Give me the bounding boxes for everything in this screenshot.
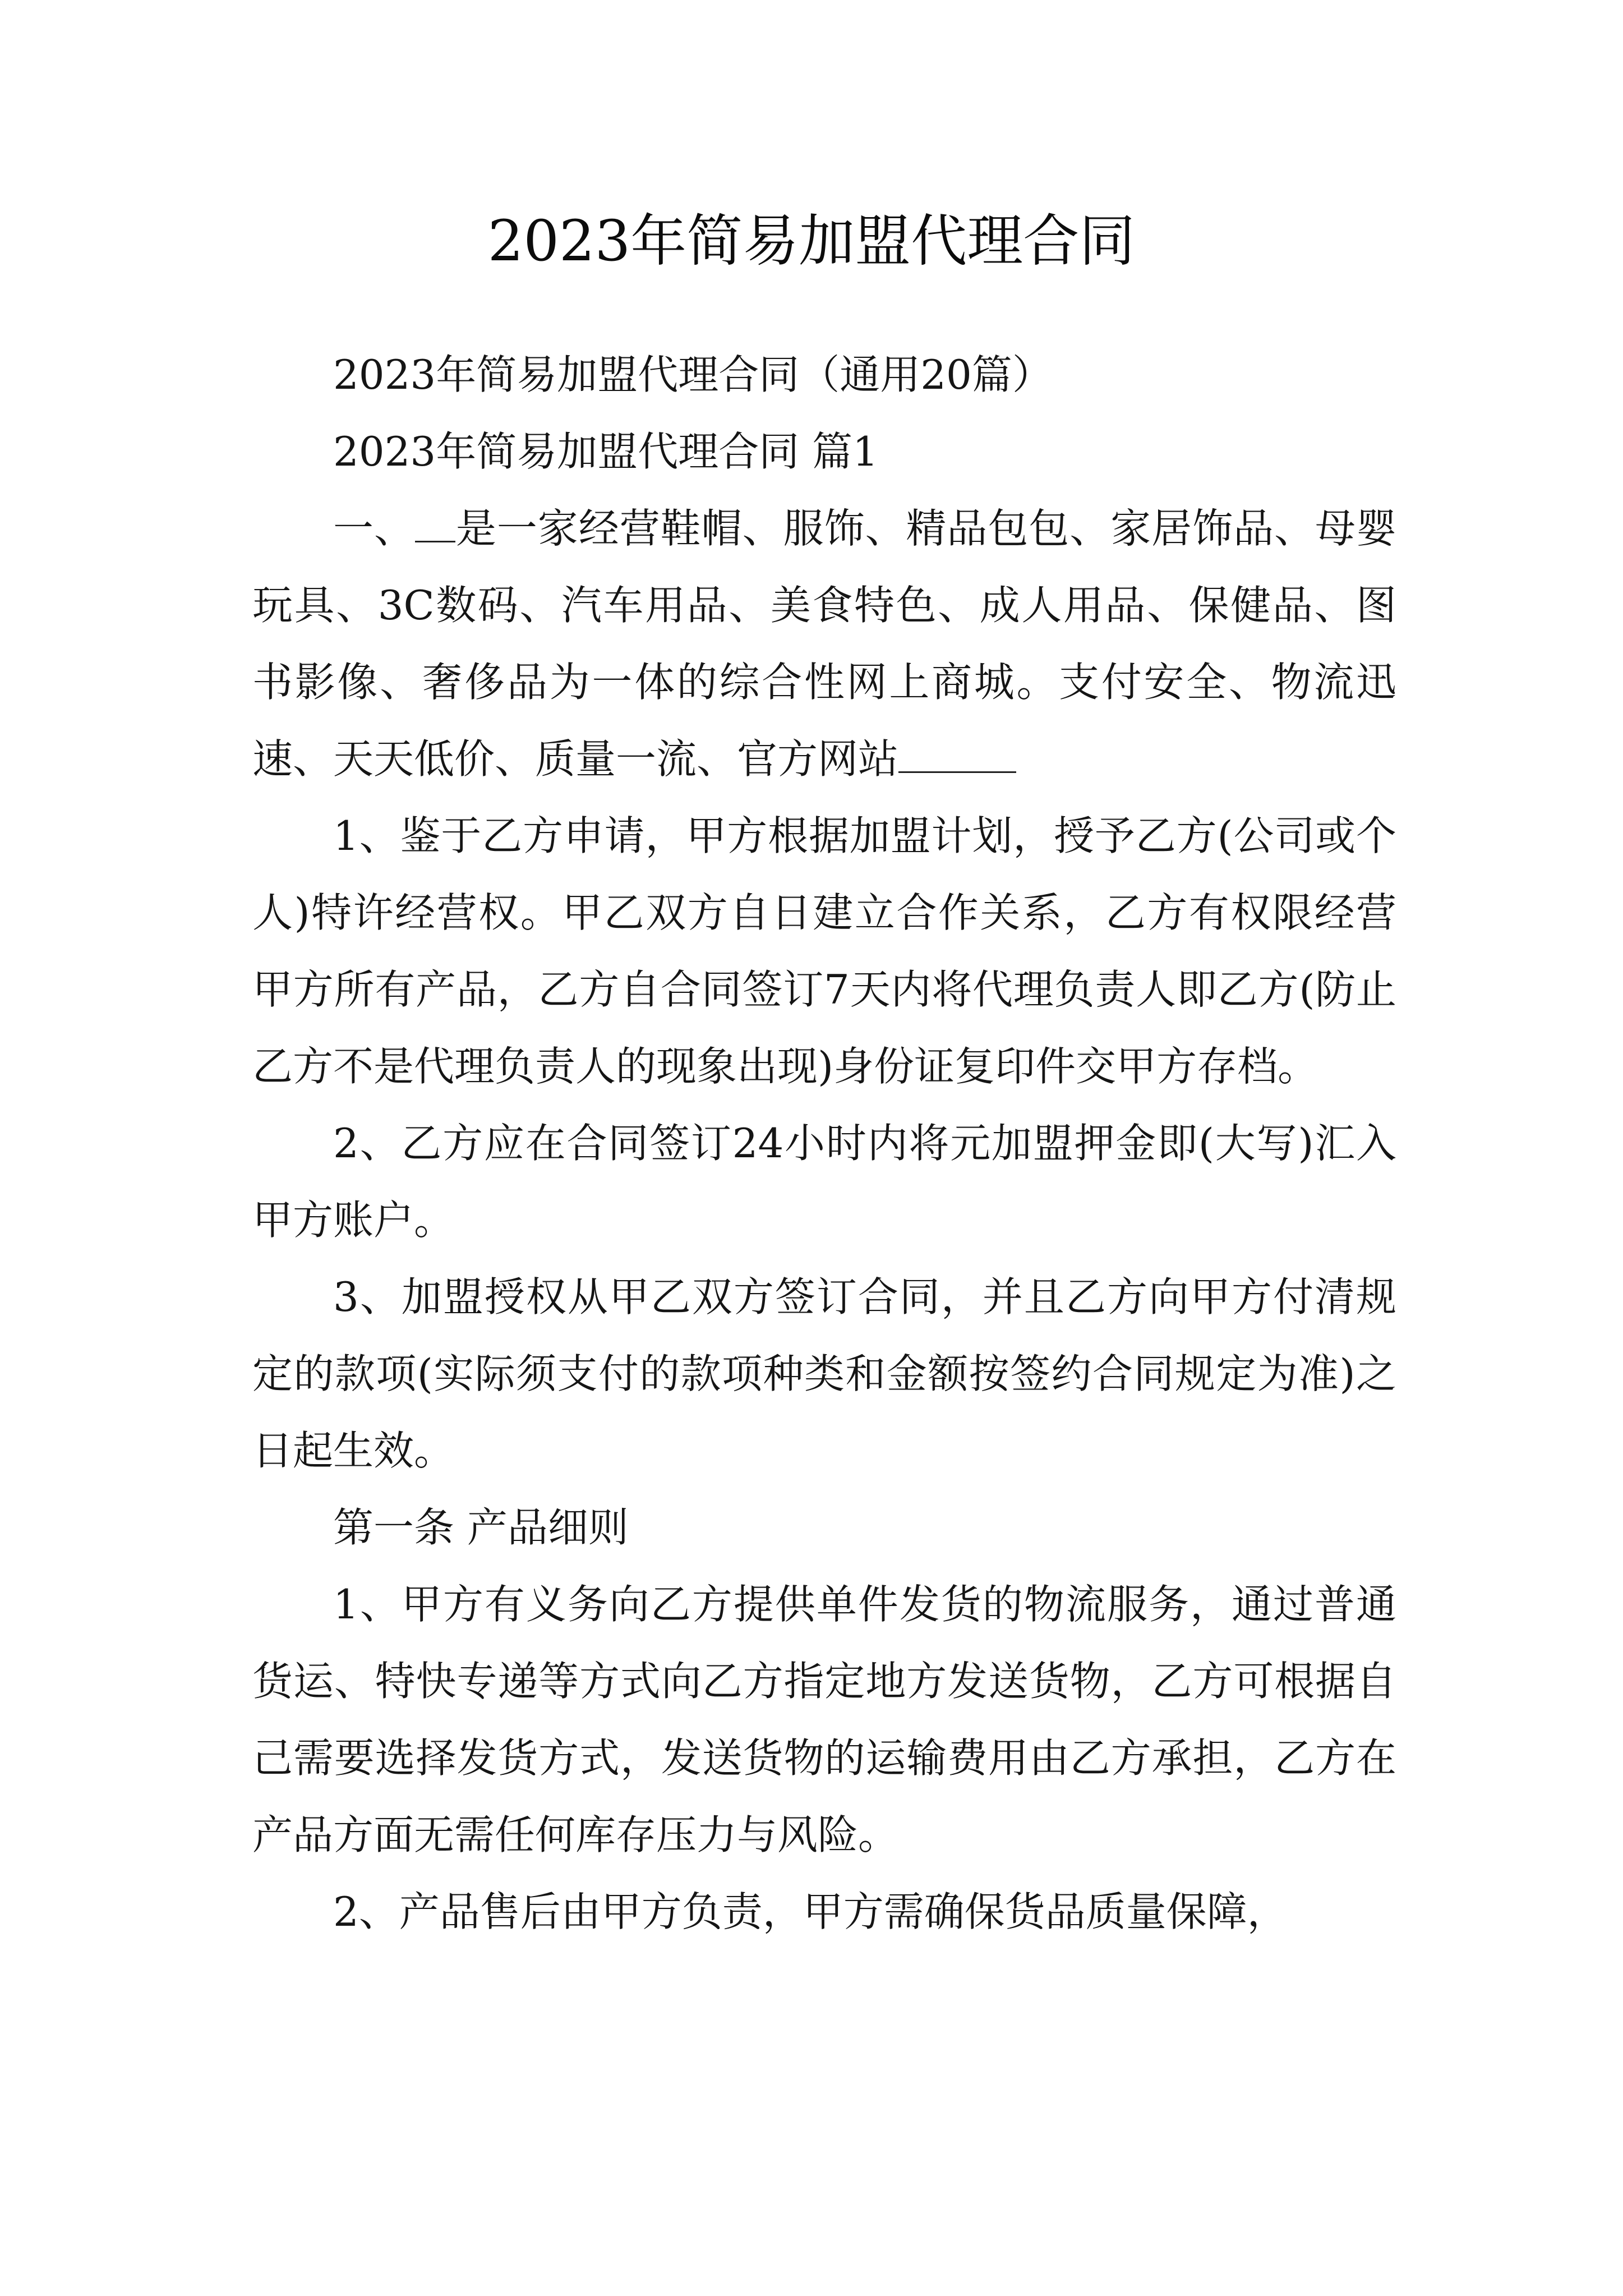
company-name-blank: [415, 501, 455, 542]
section-heading: 2023年简易加盟代理合同 篇1: [333, 428, 878, 475]
document-body: [252, 337, 1396, 1950]
clause-paragraph: 2、产品售后由甲方负责，甲方需确保货品质量保障，: [333, 1888, 1288, 1935]
article-heading: 第一条 产品细则: [333, 1504, 629, 1551]
intro-text: 是一家经营鞋帽、服饰、精品包包、家居饰品、母婴玩具、3C数码、汽车用品、美食特色、成人用品、保健品、图书影像、奢侈品为一体的综合性网上商城。支付安全、物流迅速、天天低价、质量一流、官方网站: [252, 505, 1396, 783]
clause-paragraph: 1、甲方有义务向乙方提供单件发货的物流服务，通过普通货运、特快专递等方式向乙方指定地方发送货物，乙方可根据自己需要选择发货方式，发送货物的运输费用由乙方承担，乙方在产品方面无需任何库存压力与风险。: [252, 1581, 1396, 1858]
document-title: 2023年简易加盟代理合同: [487, 208, 1136, 274]
intro-paragraph: [252, 490, 1396, 798]
intro-prefix: 一、: [333, 505, 415, 552]
clause-paragraph: 1、鉴于乙方申请，甲方根据加盟计划，授予乙方(公司或个人)特许经营权。甲乙双方自日建立合作关系，乙方有权限经营甲方所有产品，乙方自合同签订7天内将代理负责人即乙方(防止乙方不是代理负责人的现象出现)身份证复印件交甲方存档。: [252, 812, 1396, 1090]
clause-paragraph: 2、乙方应在合同签订24小时内将元加盟押金即(大写)汇入甲方账户。: [252, 1120, 1396, 1244]
website-blank: [898, 732, 1016, 773]
clause-paragraph: 3、加盟授权从甲乙双方签订合同，并且乙方向甲方付清规定的款项(实际须支付的款项种类和金额按签约合同规定为准)之日起生效。: [252, 1273, 1396, 1474]
subtitle-paragraph: 2023年简易加盟代理合同（通用20篇）: [333, 351, 1053, 398]
